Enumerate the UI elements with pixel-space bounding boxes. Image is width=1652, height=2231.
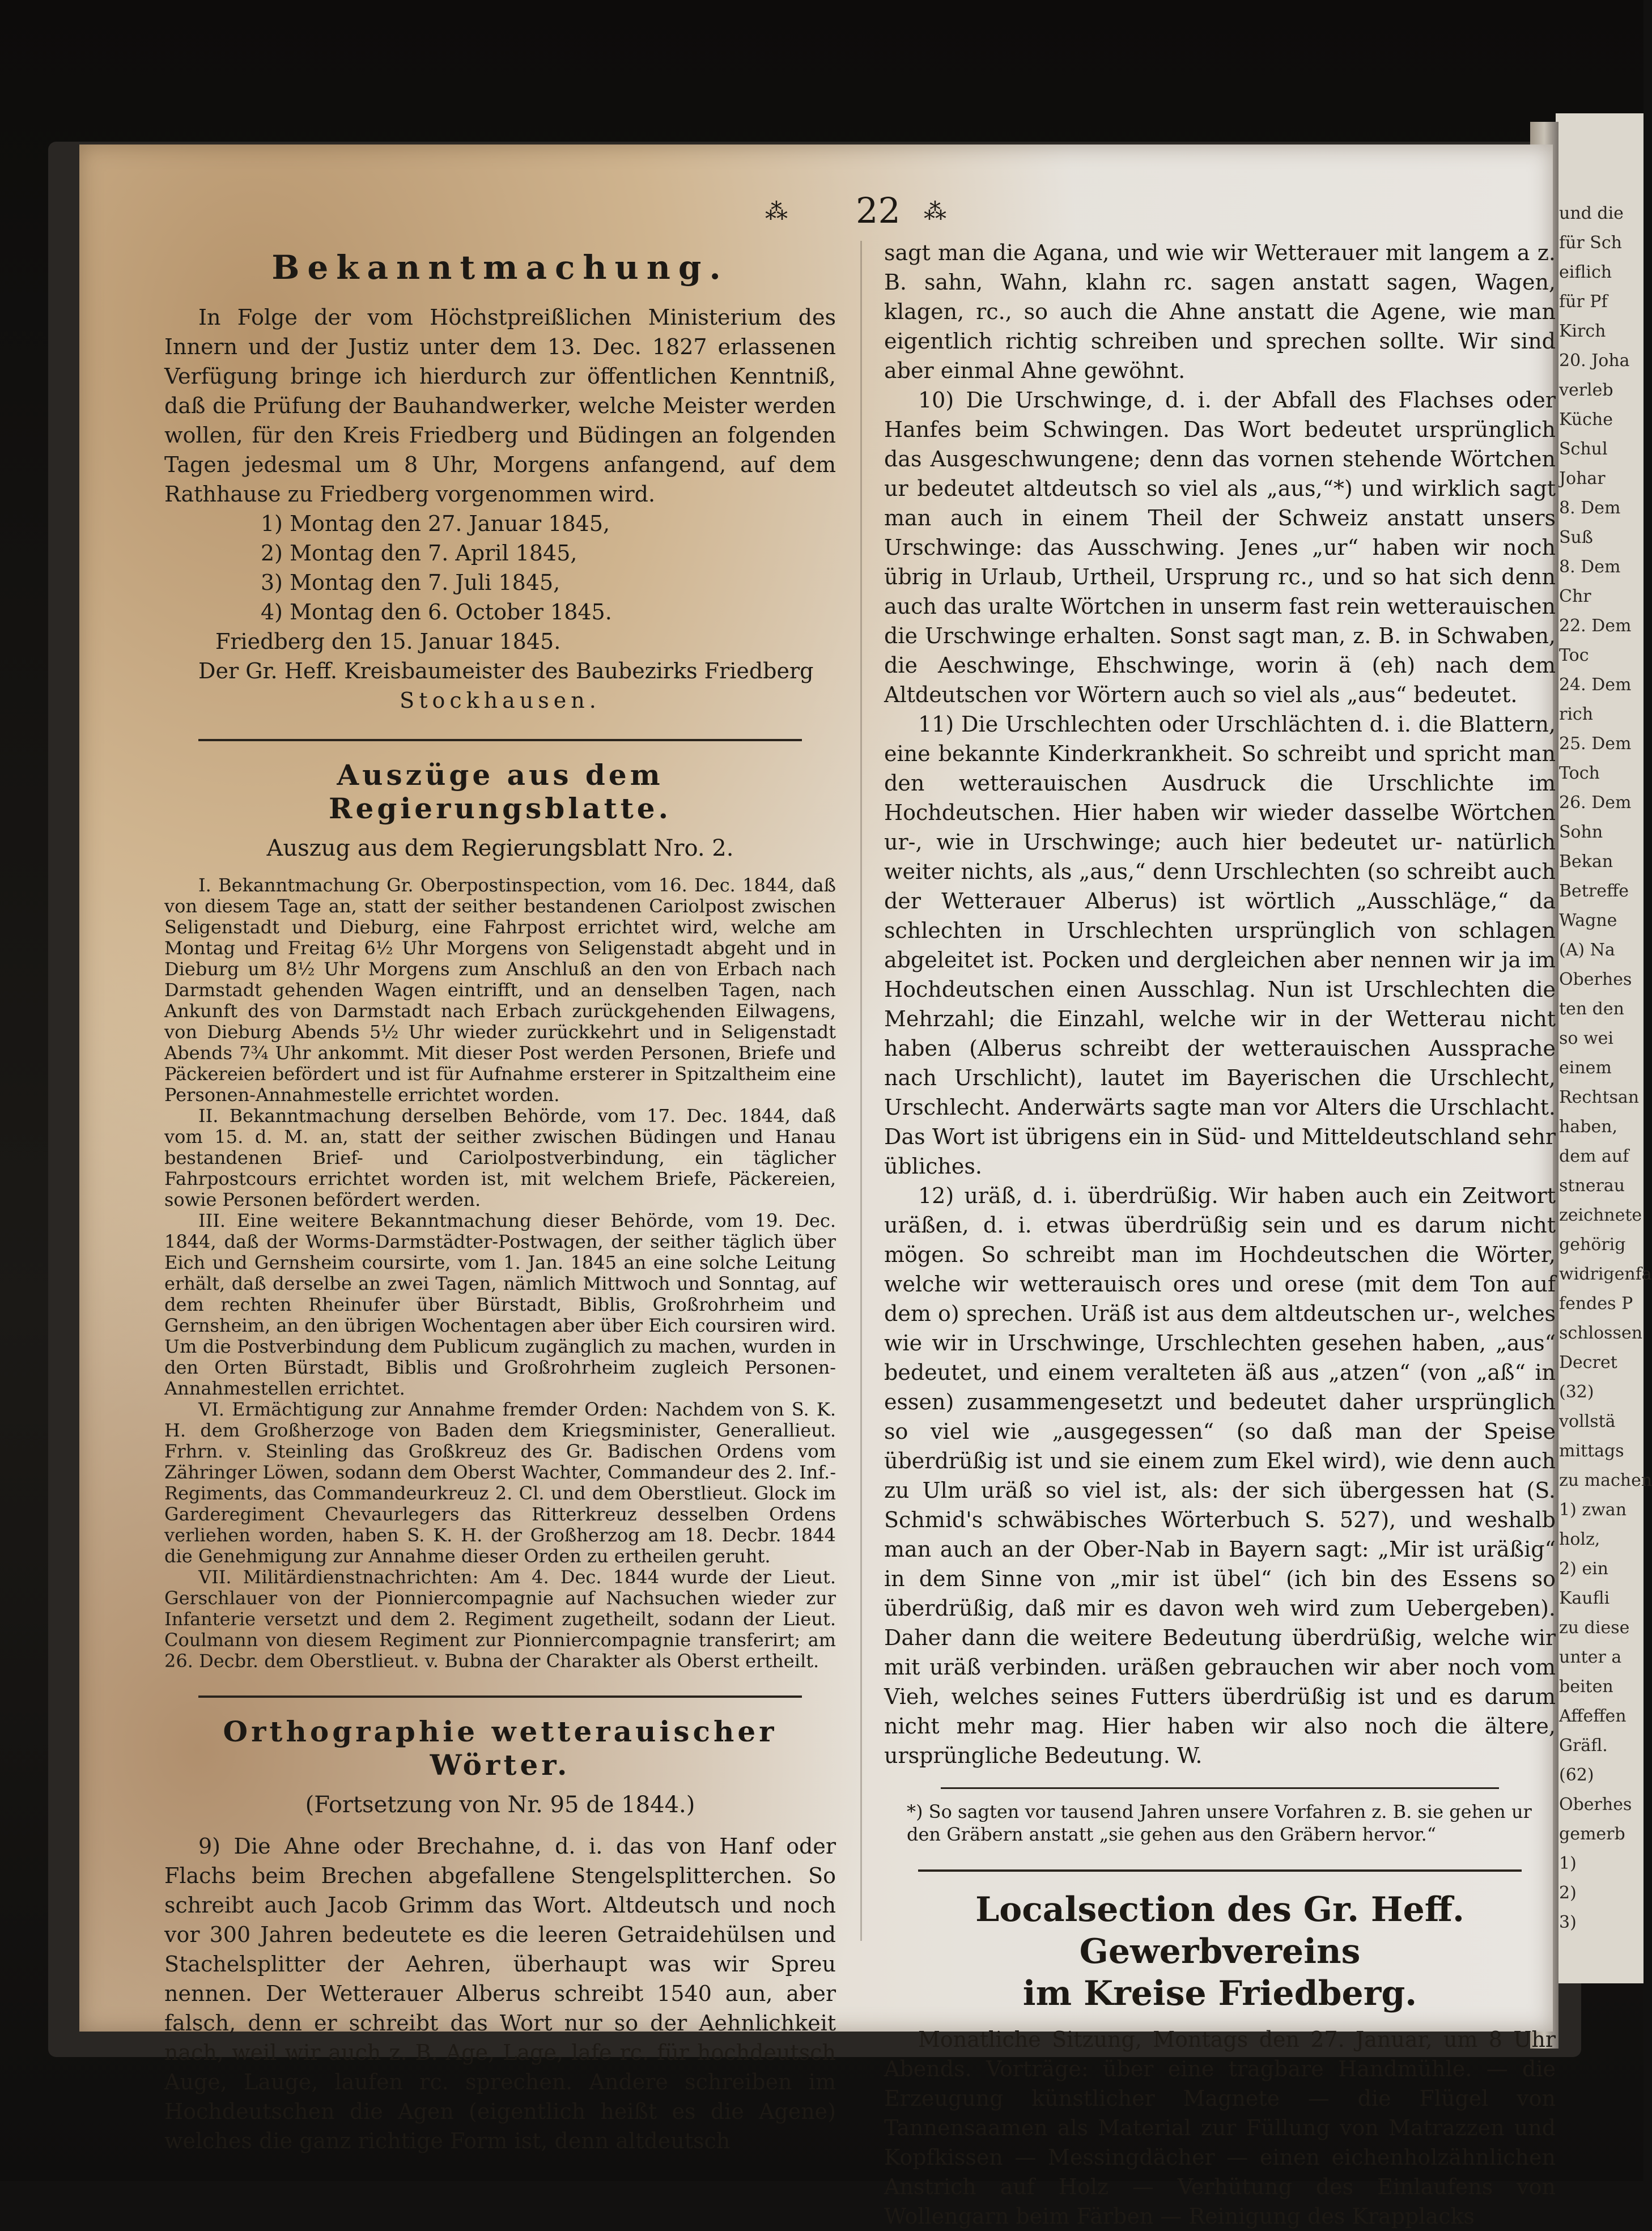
- orthographie-subtitle: (Fortsetzung von Nr. 95 de 1844.): [305, 1792, 695, 1818]
- next-page-fragment: mittags: [1559, 1441, 1624, 1461]
- next-page-fragment: zu diese: [1559, 1618, 1630, 1638]
- next-page-fragment: Chr: [1559, 587, 1591, 606]
- auszuege-subtitle: Auszug aus dem Regierungsblatt Nro. 2.: [266, 835, 734, 861]
- next-page-fragment: Oberhes: [1559, 1795, 1632, 1814]
- date-item: 1) Montag den 27. Januar 1845,: [261, 511, 610, 536]
- next-page-fragment: Johar: [1559, 469, 1606, 488]
- bekanntmachung-title: Bekanntmachung.: [271, 248, 729, 287]
- regierungsblatt-item: VI. Ermächtigung zur Annahme fremder Orden: Nachdem von S. K. H. dem Großherzoge von Baden dem Kriegsminister, Generallieut. Frhrn. v. Steinling das Großkreuz des Gr. Badischen Ordens vom Zähringer Löwen, sodann dem Oberst Wachter, Commandeur des 2. Inf.-Regiments, das Commandeurkreuz 2. Cl. und dem Oberstlieut. Glock im Garderegiment Chevaurlegers das Ritterkreuz desselben Ordens verliehen worden, haben S. K. H. der Großherzog am 18. Decbr. 1844 die Genehmigung zur Annahme dieser Orden zu ertheilen geruht.: [164, 1399, 836, 1567]
- date-list: [164, 509, 836, 627]
- footnote-rule: [941, 1787, 1499, 1789]
- date-item: 3) Montag den 7. Juli 1845,: [261, 570, 560, 595]
- section-rule: [198, 739, 802, 741]
- signature-name: Stockhausen.: [400, 688, 601, 713]
- bekanntmachung-text: In Folge der vom Höchstpreißlichen Ministerium des Innern und der Justiz unter dem 13. Dec. 1827 erlassenen Verfügung bringe ich hierdurch zur öffentlichen Kenntniß, daß die Prüfung der Bauhandwerker, welche Meister werden wollen, für den Kreis Friedberg und Büdingen an folgenden Tagen jedesmal um 8 Uhr, Morgens anfangend, auf dem Rathhause zu Friedberg vorgenommen wird.: [164, 305, 836, 507]
- place-date: Friedberg den 15. Januar 1845.: [215, 629, 561, 654]
- next-page-fragment: 8. Dem: [1559, 498, 1621, 518]
- regierungsblatt-item: I. Bekanntmachung Gr. Oberpostinspection, vom 16. Dec. 1844, daß von diesem Tage an, statt der seither bestandenen Cariolpost zwischen Seligenstadt und Dieburg, eine Fahrpost errichtet wird, welche am Montag und Freitag 6½ Uhr Morgens von Seligenstadt abgeht und in Dieburg um 8½ Uhr Morgens zum Anschluß an den von Erbach nach Darmstadt gehenden Wagen eintrifft, und an denselben Tagen, nach Ankunft des von Darmstadt nach Erbach zurückgehenden Eilwagens, von Dieburg Abends 5½ Uhr wieder zurückkehrt und in Seligenstadt Abends 7¾ Uhr ankommt. Mit dieser Post werden Personen, Briefe und Päckereien befördert und ist für Aufnahme ersterer in Spitzaltheim eine Personen-Annahmestelle errichtet worden.: [164, 874, 836, 1106]
- signature-line: Der Gr. Heff. Kreisbaumeister des Baubezirks Friedberg: [198, 658, 814, 683]
- next-page-fragment: 1): [1559, 1854, 1577, 1873]
- next-page-fragment: (A) Na: [1559, 940, 1615, 960]
- page-number: 22: [856, 190, 901, 231]
- right-column: [884, 238, 1556, 2231]
- next-page-fragment: 2): [1559, 1883, 1577, 1903]
- next-page-fragment: 1) zwan: [1559, 1500, 1627, 1520]
- next-page-fragment: 3): [1559, 1913, 1577, 1932]
- next-page-fragment: Betreffe: [1559, 881, 1629, 901]
- next-page-fragment: einem: [1559, 1058, 1612, 1078]
- next-page-fragment: unter a: [1559, 1647, 1622, 1667]
- next-page-fragment: und die: [1559, 203, 1624, 223]
- article-paragraph: 12) uräß, d. i. überdrüßig. Wir haben auch ein Zeitwort uräßen, d. i. etwas überdrüßig sein und es darum nicht mögen. So schreibt man im Hochdeutschen die Wörter, welche wir wetterauisch ores und orese (mit dem Ton auf dem o) sprechen. Uräß ist aus dem altdeutschen ur-, welches wie wir in Urschwinge, Urschlechten gesehen haben, „aus“ bedeutet, und einem veralteten äß aus „atzen“ (von „aß“ in essen) zusammengesetzt und bedeutet daher ursprünglich so viel wie „ausgegessen“ (so daß man der Speise überdrüßig ist und sie einem zum Ekel wird), wie denn auch zu Ulm uräß so viel ist, als: der sich übergessen hat (S. Schmid's schwäbisches Wörterbuch S. 527), und weshalb man auch an der Ober-Nab in Bayern sagt: „Mir ist uräßig“ in dem Sinne von „mir ist übel“ (ich bin des Essens so überdrüßig, daß mir es davon weh wird zum Uebergeben). Daher dann die weitere Bedeutung überdrüßig, welche wir mit uräß verbinden. uräßen gebrauchen wir aber noch vom Vieh, welches seines Futters überdrüßig ist und es darum nicht mehr mag. Hier haben wir also noch die ältere, ursprüngliche Bedeutung. W.: [884, 1183, 1556, 1768]
- next-page-fragment: 26. Dem: [1559, 793, 1632, 813]
- date-item: 4) Montag den 6. October 1845.: [261, 600, 612, 624]
- newspaper-page: [79, 145, 1556, 2229]
- next-page-fragment: beiten: [1559, 1677, 1613, 1697]
- next-page-fragment: fendes P: [1559, 1294, 1633, 1314]
- section-rule: [918, 1869, 1522, 1872]
- next-page-fragment: 25. Dem: [1559, 734, 1632, 754]
- footnote: *) So sagten vor tausend Jahren unsere Vorfahren z. B. sie gehen ur den Gräbern anstatt „sie gehen aus den Gräbern hervor.“: [907, 1801, 1532, 1845]
- next-page-fragment: dem auf: [1559, 1146, 1629, 1166]
- next-page-edge: [1556, 113, 1652, 1983]
- column-divider: [860, 241, 862, 1941]
- next-page-fragment: Affeffen: [1559, 1706, 1626, 1726]
- next-page-fragment: 22. Dem: [1559, 616, 1632, 636]
- next-page-fragment: eiflich: [1559, 262, 1612, 282]
- auszuege-title: Auszüge aus dem Regierungsblatte.: [328, 758, 672, 825]
- next-page-fragment: Toch: [1559, 763, 1600, 783]
- next-page-fragment: gehörig: [1559, 1235, 1626, 1255]
- next-page-fragment: (32): [1559, 1382, 1594, 1402]
- next-page-fragment: Kaufli: [1559, 1588, 1610, 1608]
- next-page-fragment: so wei: [1559, 1029, 1614, 1048]
- next-page-fragment: Suß: [1559, 528, 1593, 547]
- localsection-text: Monatliche Sitzung, Montags den 27. Januar, um 8 Uhr Abends. Vorträge: über eine tragbare Handmühle. — die Erzeugung künstlicher Magnete — die Flügel von Tannensaamen als Material zur Füllung von Matrazzen und Kopfkissen — Messingdächer — einen eichenholzähnlichen Anstrich auf Holz — Verhütung des Einlaufens von Wollengarn beim Färben — Reinigung des Krapplacks: [884, 2027, 1556, 2229]
- article-paragraph: 10) Die Urschwinge, d. i. der Abfall des Flachses oder Hanfes beim Schwingen. Das Wort bedeutet ursprünglich das Ausgeschwungene; denn das vornen stehende Wörtchen ur bedeutet altdeutsch so viel als „aus,“*) und wirklich sagt man auch in einem Theil der Schweiz anstatt unsers Urschwinge: das Ausschwing. Jenes „ur“ haben wir noch übrig in Urlaub, Urtheil, Ursprung rc., und so hat sich denn auch das uralte Wörtchen in unserm fast rein wetterauischen die Urschwinge erhalten. Sonst sagt man, z. B. in Schwaben, die Aeschwinge, Ehschwinge, worin ä (eh) nach dem Altdeutschen vor Wörtern auch so viel als „aus“ bedeutet.: [884, 388, 1556, 707]
- next-page-fragment: gemerb: [1559, 1824, 1625, 1844]
- next-page-fragment: verleb: [1559, 380, 1613, 400]
- localsection-title-line: im Kreise Friedberg.: [1022, 1974, 1417, 2013]
- page-header: [79, 190, 1553, 230]
- localsection-title: [884, 1889, 1556, 2015]
- next-page-fragment: Küche: [1559, 410, 1613, 430]
- next-page-fragment: 2) ein: [1559, 1559, 1608, 1579]
- regierungsblatt-item: VII. Militärdienstnachrichten: Am 4. Dec. 1844 wurde der Lieut. Gerschlauer von der Pionniercompagnie auf Nachsuchen wieder zur Infanterie versetzt und dem 2. Regiment zugetheilt, sodann der Lieut. Coulmann von diesem Regiment zur Pionniercompagnie transferirt; am 26. Decbr. dem Oberstlieut. v. Bubna der Charakter als Oberst ertheilt.: [164, 1566, 836, 1672]
- next-page-fragment: Bekan: [1559, 852, 1613, 872]
- next-page-fragment: 20. Joha: [1559, 351, 1630, 371]
- next-page-fragment: stnerau: [1559, 1176, 1625, 1196]
- next-page-fragment: 8. Dem: [1559, 557, 1621, 577]
- next-page-fragment: Rechtsan: [1559, 1087, 1640, 1107]
- localsection-title-line: Localsection des Gr. Heff. Gewerbvereins: [975, 1890, 1464, 1971]
- next-page-fragment: (62): [1559, 1765, 1594, 1785]
- next-page-fragment: Sohn: [1559, 822, 1603, 842]
- section-rule: [198, 1695, 802, 1698]
- regierungsblatt-item: II. Bekanntmachung derselben Behörde, vom 17. Dec. 1844, daß vom 15. d. M. an, statt der seither zwischen Büdingen und Hanau bestandenen Brief- und Cariolpostverbindung, ein täglicher Fahrpostcours errichtet worden ist, mit welchem Briefe, Päckereien, sowie Personen befördert werden.: [164, 1105, 836, 1210]
- ornament-right: ⁂: [924, 199, 946, 225]
- regierungsblatt-item: III. Eine weitere Bekanntmachung dieser Behörde, vom 19. Dec. 1844, daß der Worms-Darmstädter-Postwagen, der seither täglich über Eich und Gernsheim coursirte, vom 1. Jan. 1845 an eine solche Leitung erhält, daß derselbe an zwei Tagen, nämlich Mittwoch und Sonntag, auf dem rechten Rheinufer über Bürstadt, Biblis, Großrohrheim und Gernsheim, an den übrigen Wochentagen aber über Eich coursiren wird. Um die Postverbindung dem Publicum zugänglich zu machen, wurden in den Orten Bürstadt, Biblis und Großrohrheim zugleich Personen-Annahmestellen errichtet.: [164, 1210, 836, 1399]
- next-page-fragment: Toc: [1559, 645, 1589, 665]
- date-item: 2) Montag den 7. April 1845,: [261, 541, 577, 566]
- next-page-fragment: Decret: [1559, 1353, 1617, 1372]
- next-page-fragment: schlossen: [1559, 1323, 1643, 1343]
- orthographie-title: Orthographie wetterauischer Wörter.: [223, 1715, 778, 1782]
- article-paragraph: sagt man die Agana, und wie wir Wetterauer mit langem a z. B. sahn, Wahn, klahn rc. sagen anstatt sagen, Wagen, klagen, rc., so auch die Ahne anstatt die Agene, wie man eigentlich richtig schreiben und sprechen sollte. Wir sind aber einmal Ahne gewöhnt.: [884, 240, 1556, 383]
- next-page-fragment: für Sch: [1559, 233, 1622, 253]
- next-page-fragment: Oberhes: [1559, 970, 1632, 989]
- next-page-fragment: Gräfl.: [1559, 1736, 1608, 1756]
- next-page-fragment: rich: [1559, 704, 1594, 724]
- next-page-fragment: haben,: [1559, 1117, 1618, 1137]
- orthographie-text: 9) Die Ahne oder Brechahne, d. i. das von Hanf oder Flachs beim Brechen abgefallene Stengelsplitterchen. So schreibt auch Jacob Grimm das Wort. Altdeutsch und noch vor 300 Jahren bedeutete es die leeren Getraidehülsen und Stachelsplitter der Aehren, überhaupt was wir Spreu nennen. Der Wetterauer Alberus schreibt 1540 aun, aber falsch, denn er schreibt das Wort nur so der Aehnlichkeit nach, weil wir auch z. B. Age, Lage, lafe rc. für hochdeutsch Auge, Lauge, laufen rc. sprechen. Andere schreiben im Hochdeutschen die Agen (eigentlich heißt es die Agene) welches die ganz richtige Form ist, denn altdeutsch: [164, 1834, 836, 2153]
- next-page-fragment: Schul: [1559, 439, 1608, 459]
- next-page-fragment: widrigenfa: [1559, 1264, 1652, 1284]
- next-page-fragment: 24. Dem: [1559, 675, 1632, 695]
- next-page-fragment: holz,: [1559, 1529, 1600, 1549]
- next-page-fragment: zeichnete: [1559, 1205, 1642, 1225]
- ornament-left: ⁂: [765, 199, 788, 225]
- next-page-fragment: zu machen: [1559, 1471, 1652, 1490]
- next-page-fragment: für Pf: [1559, 292, 1608, 312]
- next-page-fragment: Wagne: [1559, 911, 1617, 930]
- next-page-fragment: ten den: [1559, 999, 1624, 1019]
- article-paragraph: 11) Die Urschlechten oder Urschlächten d. i. die Blattern, eine bekannte Kinderkrankheit. So schreibt und spricht man den wetterauischen Ausdruck die Urschlichte im Hochdeutschen. Hier haben wir wieder dasselbe Wörtchen ur-, wie in Urschwinge; auch hier bedeutet ur- natürlich weiter nichts, als „aus,“ denn Urschlechten (so schreibt auch der Wetterauer Alberus) ist wörtlich „Ausschläge,“ da schlechten in Urschlechten ursprünglich von schlagen abgeleitet ist. Pocken und dergleichen aber nennen wir ja im Hochdeutschen einen Ausschlag. Nun ist Urschlechten die Mehrzahl; die Einzahl, welche wir in der Wetterau nicht haben (Alberus schreibt der wetterauischen Aussprache nach Urschlicht), lautet im Bayerischen die Urschlecht, Urschlecht. Anderwärts sagte man vor Alters die Urschlacht. Das Wort ist übrigens ein in Süd- und Mitteldeutschland sehr übliches.: [884, 712, 1556, 1179]
- next-page-fragment: Kirch: [1559, 321, 1606, 341]
- left-column: [164, 238, 836, 2156]
- next-page-fragment: vollstä: [1559, 1412, 1616, 1431]
